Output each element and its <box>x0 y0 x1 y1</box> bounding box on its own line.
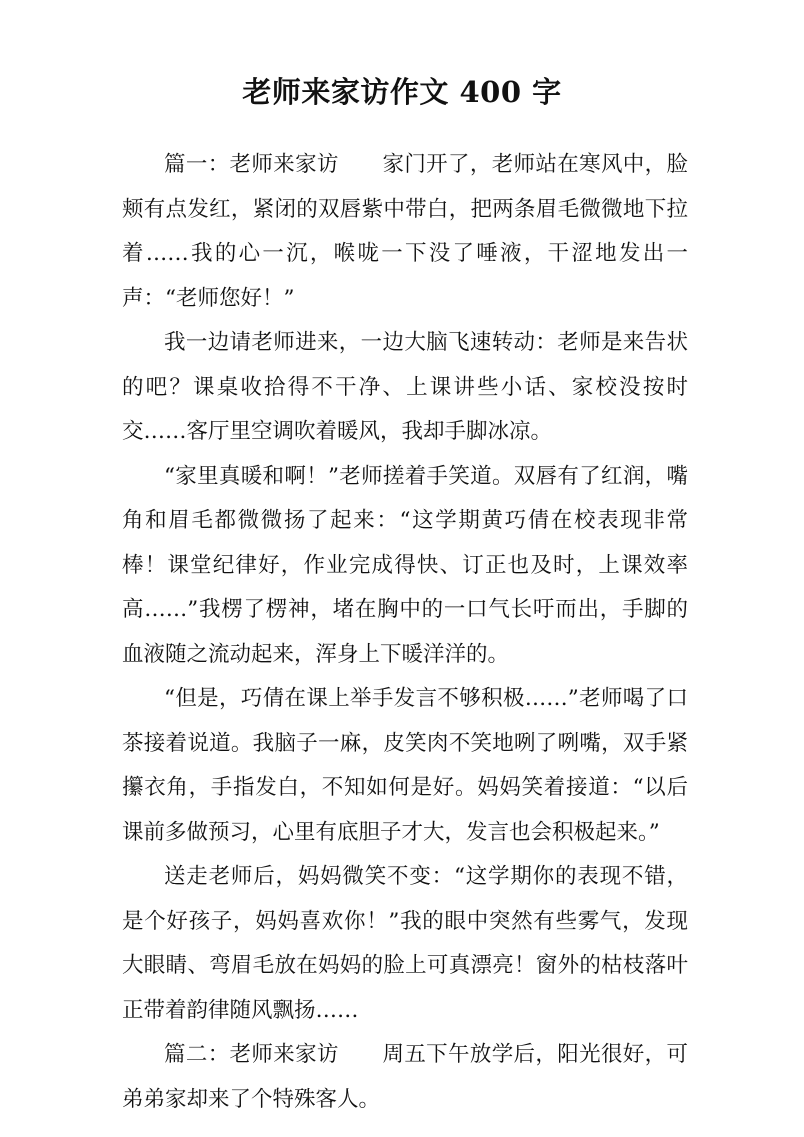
paragraph-6: 篇二：老师来家访 周五下午放学后，阳光很好，可弟弟家却来了个特殊客人。 <box>122 1042 688 1112</box>
paragraph-4: “但是，巧倩在课上举手发言不够积极……”老师喝了口茶接着说道。我脑子一麻，皮笑肉不笑地咧了咧嘴，双手紧攥衣角，手指发白，不知如何是好。妈妈笑着接道：“以后课前多做预习，心里有底胆子才大，发言也会积极起来。” <box>122 686 688 845</box>
paragraph-2: 我一边请老师进来，一边大脑飞速转动：老师是来告状的吧？课桌收拾得不干净、上课讲些小话、家校没按时交……客厅里空调吹着暖风，我却手脚冰凉。 <box>122 330 688 444</box>
paragraph-5: 送走老师后，妈妈微笑不变：“这学期你的表现不错，是个好孩子，妈妈喜欢你！”我的眼中突然有些雾气，发现大眼睛、弯眉毛放在妈妈的脸上可真漂亮！窗外的枯枝落叶正带着韵律随风飘扬…… <box>122 864 688 1023</box>
document-title: 老师来家访作文 400 字 <box>242 75 562 109</box>
paragraph-3: “家里真暖和啊！”老师搓着手笑道。双唇有了红润，嘴角和眉毛都微微扬了起来：“这学期黄巧倩在校表现非常棒！课堂纪律好，作业完成得快、订正也及时，上课效率高……”我楞了楞神，堵在胸中的一口气长吁而出，手脚的血液随之流动起来，浑身上下暖洋洋的。 <box>122 463 688 667</box>
paragraph-1: 篇一：老师来家访 家门开了，老师站在寒风中，脸颊有点发红，紧闭的双唇紫中带白，把两条眉毛微微地下拉着……我的心一沉，喉咙一下没了唾液，干涩地发出一声：“老师您好！” <box>122 152 688 311</box>
document-body <box>122 143 688 1122</box>
